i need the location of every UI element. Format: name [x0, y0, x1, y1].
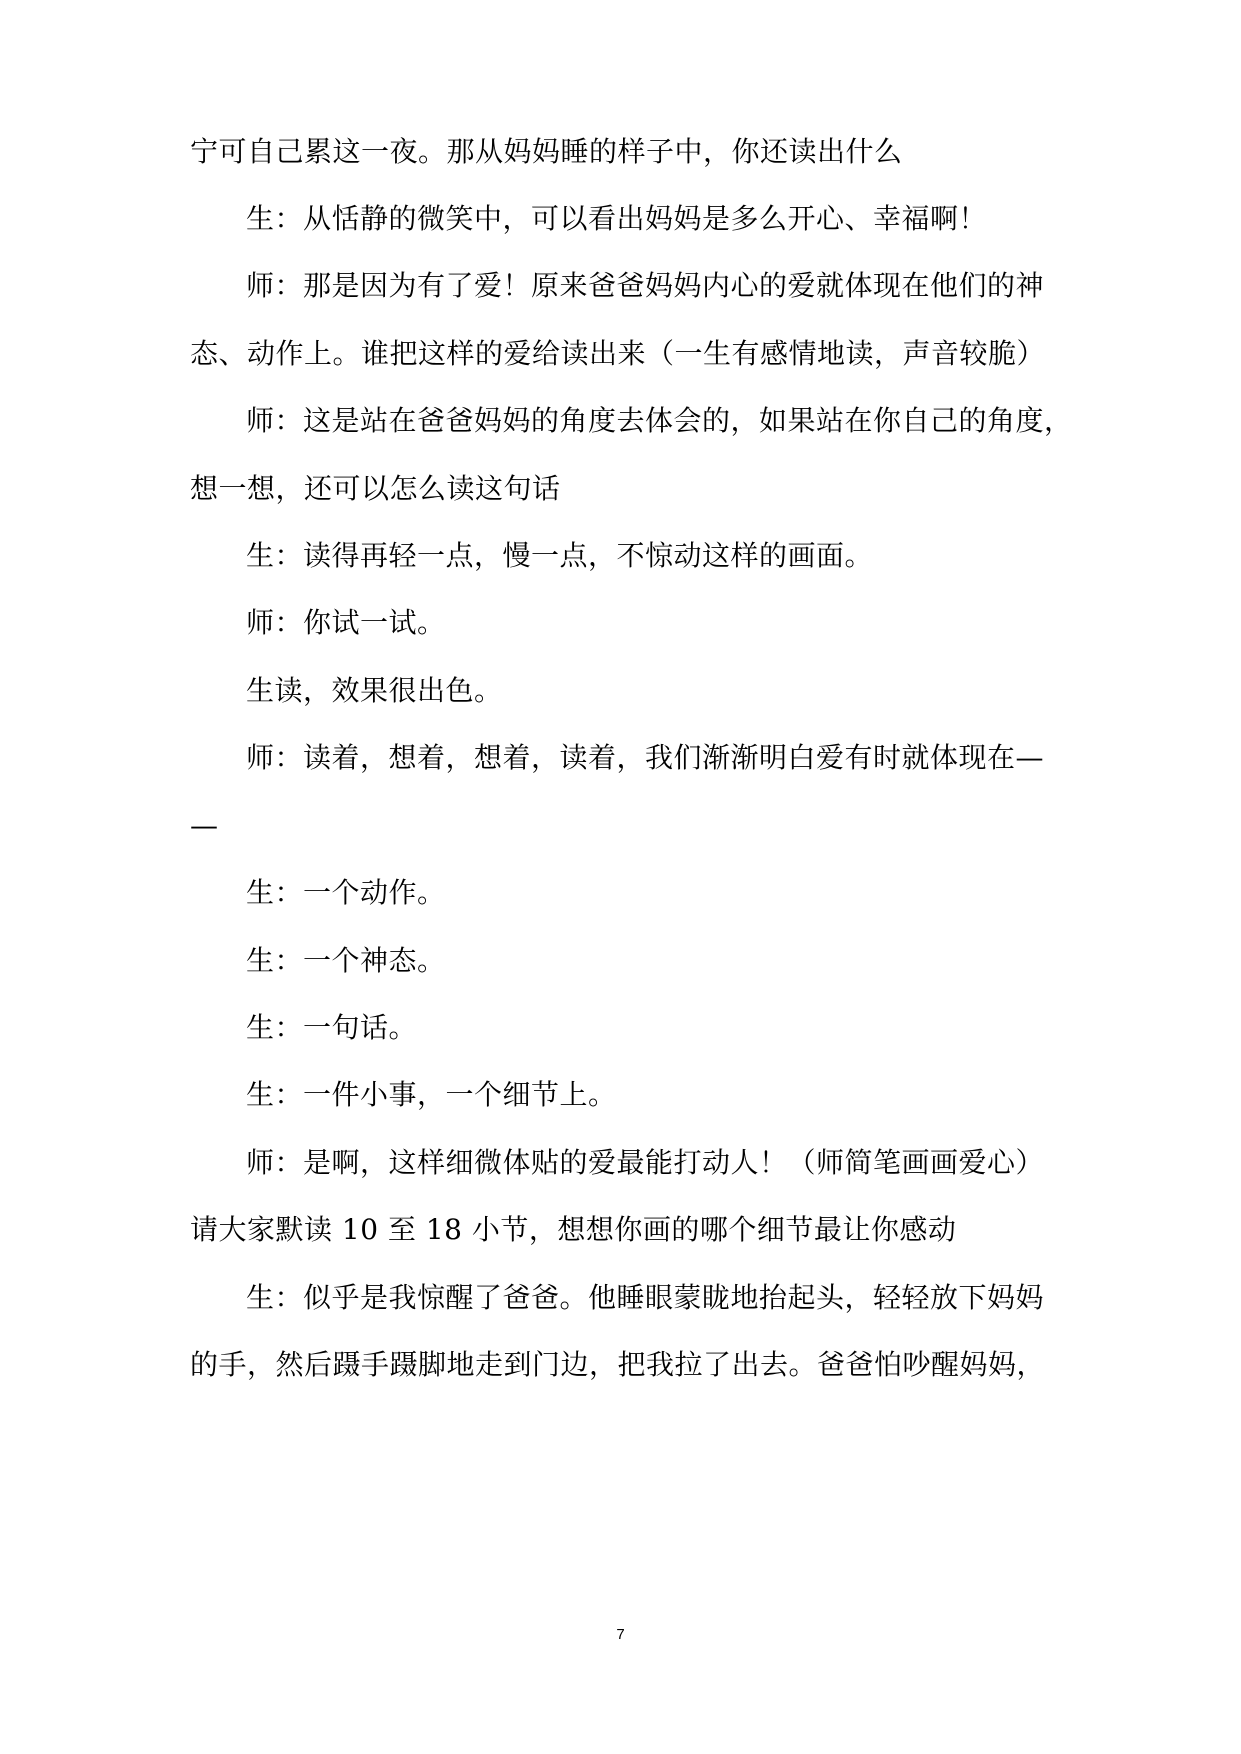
text-line-17: 请大家默读 10 至 18 小节，想想你画的哪个细节最让你感动	[190, 1213, 957, 1246]
text-line-8: 师：你试一试。	[246, 606, 446, 639]
text-line-19: 的手，然后蹑手蹑脚地走到门边，把我拉了出去。爸爸怕吵醒妈妈，	[190, 1348, 1046, 1381]
text-line-9: 生读，效果很出色。	[246, 674, 503, 707]
text-line-7: 生：读得再轻一点，慢一点，不惊动这样的画面。	[246, 539, 874, 572]
text-line-6: 想一想，还可以怎么读这句话	[190, 472, 561, 505]
text-line-3: 师：那是因为有了爱！原来爸爸妈妈内心的爱就体现在他们的神	[246, 269, 1045, 302]
text-line-4: 态、动作上。谁把这样的爱给读出来（一生有感情地读，声音较脆）	[190, 337, 1046, 370]
text-line-11: —	[190, 809, 219, 842]
text-line-14: 生：一句话。	[246, 1011, 418, 1044]
text-line-10: 师：读着，想着，想着，读着，我们渐渐明白爱有时就体现在—	[246, 741, 1045, 774]
text-line-2: 生：从恬静的微笑中，可以看出妈妈是多么开心、幸福啊！	[246, 202, 988, 235]
text-line-18: 生：似乎是我惊醒了爸爸。他睡眼蒙眬地抬起头，轻轻放下妈妈	[246, 1281, 1045, 1314]
text-line-12: 生：一个动作。	[246, 876, 446, 909]
text-line-13: 生：一个神态。	[246, 944, 446, 977]
text-line-1: 宁可自己累这一夜。那从妈妈睡的样子中，你还读出什么	[190, 135, 903, 168]
text-line-5: 师：这是站在爸爸妈妈的角度去体会的，如果站在你自己的角度，	[246, 404, 1073, 437]
text-line-15: 生：一件小事，一个细节上。	[246, 1078, 617, 1111]
page-number: 7	[616, 1626, 625, 1643]
text-line-16: 师：是啊，这样细微体贴的爱最能打动人！（师简笔画画爱心）	[246, 1146, 1045, 1179]
